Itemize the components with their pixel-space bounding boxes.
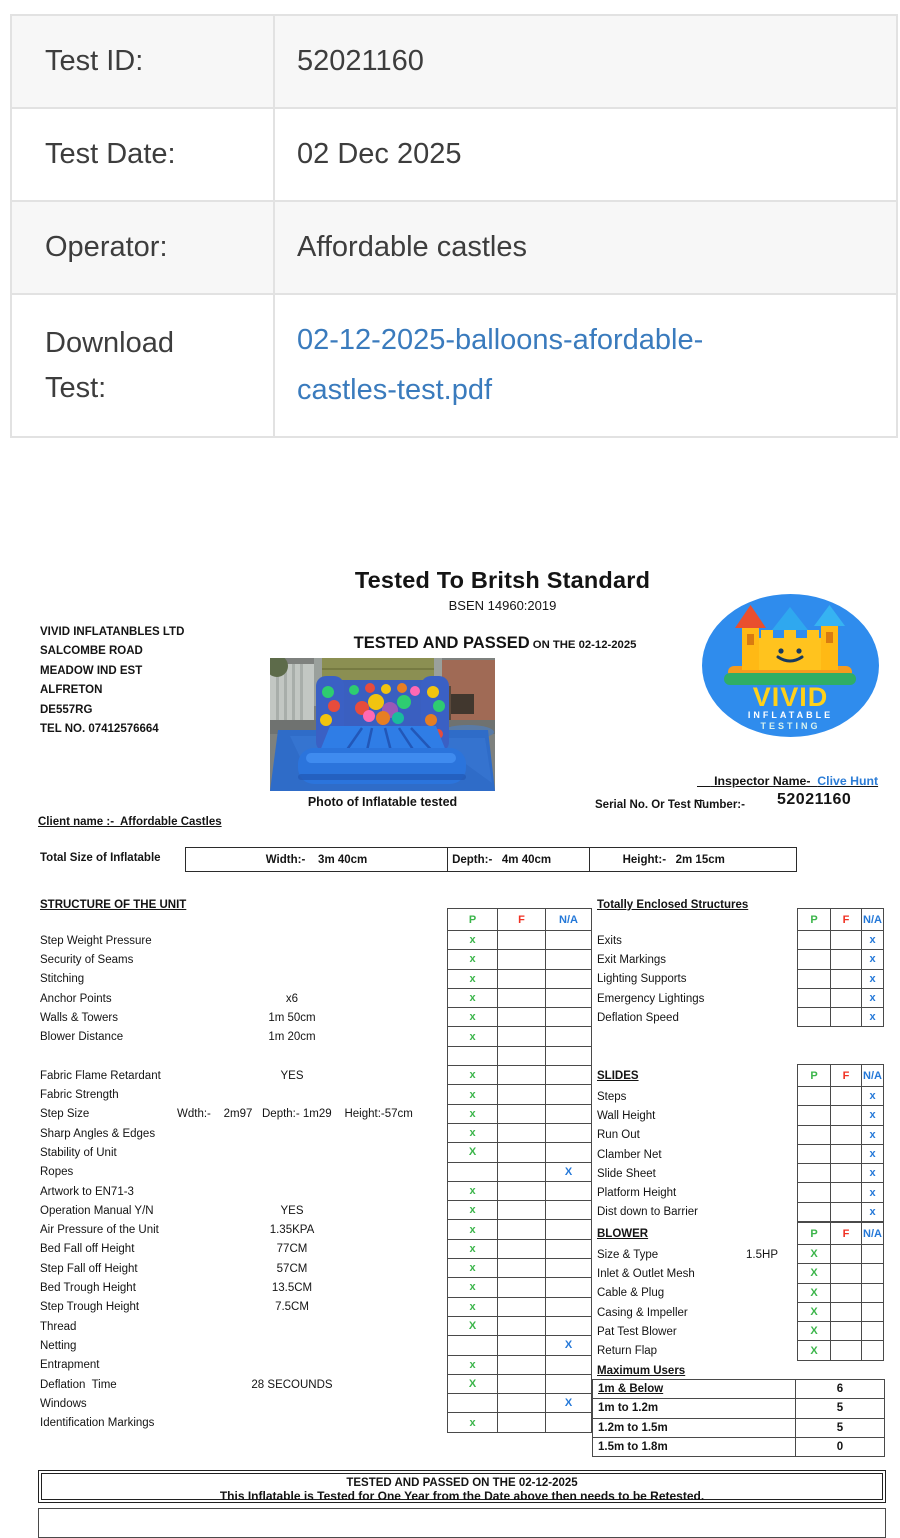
check-row-label: Step Trough Height [40, 1301, 140, 1314]
check-cell [498, 1259, 545, 1277]
check-cell [862, 1284, 883, 1302]
size-width-cell: Width:- 3m 40cm [186, 848, 448, 871]
footer-line-1: TESTED AND PASSED ON THE 02-12-2025 [346, 1477, 578, 1489]
check-cell: x [448, 1240, 497, 1258]
check-cell [831, 1322, 861, 1340]
check-cell: X [798, 1322, 830, 1340]
check-row-label: Security of Seams [40, 953, 134, 966]
check-cell [546, 1047, 591, 1065]
check-cell [798, 1008, 830, 1026]
serial-number-label: Serial No. Or Test Number:- [595, 799, 745, 811]
check-cell [862, 1245, 883, 1263]
check-row-value: Wdth:- 2m97 Depth:- 1m29 Height:-57cm [177, 1108, 413, 1121]
check-row-label: Sharp Angles & Edges [40, 1127, 156, 1140]
check-row-value: YES [280, 1204, 304, 1217]
check-row-label: Dist down to Barrier [597, 1206, 698, 1219]
check-cell: x [448, 1356, 497, 1374]
check-cell: x [862, 989, 883, 1007]
address-line: SALCOMBE ROAD [40, 645, 143, 658]
check-cell: x [448, 950, 497, 968]
check-cell: x [862, 1145, 883, 1163]
check-cell: x [862, 1126, 883, 1144]
check-cell [498, 1240, 545, 1258]
check-col-header: P [448, 909, 497, 930]
table-row [12, 200, 896, 293]
total-size-box [185, 847, 797, 872]
check-row-label: Casing & Impeller [597, 1306, 688, 1319]
check-cell [862, 1322, 883, 1340]
operator-label: Operator: [12, 202, 275, 293]
check-cell [546, 1240, 591, 1258]
check-cell [546, 1413, 591, 1431]
check-col-header: F [498, 909, 545, 930]
test-record-table [10, 14, 898, 438]
check-row-label: Exits [597, 934, 622, 947]
check-row-label: Deflation Speed [597, 1011, 679, 1024]
check-row-label: Deflation Time [40, 1378, 117, 1391]
check-cell: x [448, 1066, 497, 1084]
check-row-label: Return Flap [597, 1345, 658, 1358]
check-row-label: Netting [40, 1339, 77, 1352]
inspector-name-link[interactable]: Clive Hunt [817, 774, 879, 788]
check-cell: x [448, 1182, 497, 1200]
check-cell [498, 1047, 545, 1065]
check-cell: X [546, 1336, 591, 1354]
check-cell [546, 931, 591, 949]
address-line: TEL NO. 07412576664 [40, 723, 159, 736]
max-users-range: 1.5m to 1.8m [593, 1438, 795, 1456]
check-cell [546, 1066, 591, 1084]
check-cell [546, 1182, 591, 1200]
check-cell [546, 1317, 591, 1335]
check-row-value: 77CM [276, 1243, 308, 1256]
check-cell [798, 989, 830, 1007]
check-row-label: Fabric Flame Retardant [40, 1069, 161, 1082]
check-cell [831, 931, 861, 949]
certificate-standard: BSEN 14960:2019 [448, 598, 557, 613]
slides-check-grid [797, 1064, 884, 1222]
check-row-label: Inlet & Outlet Mesh [597, 1267, 695, 1280]
max-users-count: 5 [796, 1419, 884, 1437]
footer-banner [38, 1470, 886, 1503]
footer-frame-partial [38, 1508, 886, 1538]
check-row-value: 7.5CM [275, 1301, 309, 1314]
check-row-label: Ropes [40, 1166, 74, 1179]
address-line: ALFRETON [40, 684, 103, 697]
check-cell [546, 1008, 591, 1026]
check-cell [498, 1201, 545, 1219]
check-row-label: Wall Height [597, 1109, 656, 1122]
check-cell: x [862, 970, 883, 988]
logo-brand-text: VIVID [752, 682, 829, 712]
check-row-label: Entrapment [40, 1359, 100, 1372]
check-cell: x [862, 1203, 883, 1221]
check-cell [546, 1124, 591, 1142]
check-cell [798, 1203, 830, 1221]
check-cell [798, 1145, 830, 1163]
check-cell: x [448, 1413, 497, 1431]
check-row-value: 57CM [276, 1262, 308, 1275]
vivid-testing-logo [702, 594, 879, 737]
check-cell: X [798, 1245, 830, 1263]
check-cell [831, 1183, 861, 1201]
blower-check-grid [797, 1222, 884, 1361]
logo-tagline-1: INFLATABLE [747, 710, 834, 720]
check-cell [798, 1126, 830, 1144]
address-line: MEADOW IND EST [40, 664, 143, 677]
table-row [12, 107, 896, 200]
check-row-label: Emergency Lightings [597, 992, 705, 1005]
check-row-label: Platform Height [597, 1187, 677, 1200]
check-cell: x [448, 1085, 497, 1103]
check-row-value: 13.5CM [271, 1282, 313, 1295]
check-cell [498, 989, 545, 1007]
check-cell [831, 1284, 861, 1302]
check-cell [498, 1124, 545, 1142]
check-col-header: P [798, 1065, 830, 1086]
check-row-label: Blower Distance [40, 1031, 124, 1044]
address-line: DE557RG [40, 703, 93, 716]
blower-heading: BLOWER [597, 1227, 649, 1240]
check-row-label: Slide Sheet [597, 1167, 656, 1180]
check-cell [546, 1356, 591, 1374]
check-cell: x [862, 950, 883, 968]
max-users-table [592, 1379, 885, 1457]
check-cell [498, 1143, 545, 1161]
client-name-line: Client name :- Affordable Castles [38, 816, 222, 828]
footer-line-2: This Inflatable is Tested for One Year from the Date above then needs to be Retested. [219, 1489, 705, 1503]
check-cell [546, 1220, 591, 1238]
check-row-label: Lighting Supports [597, 973, 687, 986]
structure-check-grid [447, 908, 592, 1433]
certificate-title: Tested To Britsh Standard [354, 567, 651, 593]
inspector-name-label: Inspector Name- [710, 774, 818, 788]
size-depth-cell: Depth:- 4m 40cm [448, 848, 590, 871]
check-row-label: Artwork to EN71-3 [40, 1185, 134, 1198]
check-col-header: F [831, 909, 861, 930]
check-cell [862, 1264, 883, 1282]
passed-heading-line [280, 634, 710, 653]
check-cell [498, 1085, 545, 1103]
check-cell [798, 970, 830, 988]
max-users-range: 1m to 1.2m [593, 1399, 795, 1417]
check-cell [831, 1164, 861, 1182]
check-cell: X [798, 1284, 830, 1302]
check-cell [546, 970, 591, 988]
check-cell [798, 1106, 830, 1124]
check-cell: X [798, 1264, 830, 1282]
check-cell [498, 1105, 545, 1123]
passed-heading: TESTED AND PASSED [353, 634, 530, 652]
check-cell: x [862, 1087, 883, 1105]
check-row-label: Bed Fall off Height [40, 1243, 135, 1256]
check-row-label: Stitching [40, 973, 85, 986]
test-date-label: Test Date: [12, 109, 275, 200]
check-cell [798, 1183, 830, 1201]
check-cell: X [798, 1341, 830, 1359]
check-cell [498, 1375, 545, 1393]
check-row-label: Stability of Unit [40, 1146, 117, 1159]
photo-caption: Photo of Inflatable tested [307, 795, 458, 809]
check-cell: x [448, 1201, 497, 1219]
check-col-header: P [798, 1223, 830, 1244]
check-cell [546, 1085, 591, 1103]
check-cell [448, 1336, 497, 1354]
download-test-link[interactable]: 02-12-2025-balloons-afordable-castles-test.pdf [297, 324, 704, 406]
check-cell: x [862, 1106, 883, 1124]
check-cell [831, 1203, 861, 1221]
check-cell [546, 989, 591, 1007]
check-cell: x [448, 989, 497, 1007]
check-cell: X [448, 1375, 497, 1393]
check-cell [831, 1087, 861, 1105]
check-cell [831, 1303, 861, 1321]
check-row-value: 1m 20cm [268, 1031, 316, 1044]
check-col-header: P [798, 909, 830, 930]
check-cell [831, 989, 861, 1007]
company-address [40, 623, 184, 739]
check-cell: x [448, 1124, 497, 1142]
max-users-heading: Maximum Users [597, 1364, 686, 1377]
check-col-header: N/A [862, 1065, 883, 1086]
serial-number-value: 52021160 [777, 791, 852, 808]
check-cell [448, 1047, 497, 1065]
check-cell: x [448, 1298, 497, 1316]
check-row-label: Step Size [40, 1108, 90, 1121]
check-cell: x [448, 1027, 497, 1045]
enclosed-heading: Totally Enclosed Structures [597, 898, 749, 911]
max-users-range: 1m & Below [593, 1380, 795, 1398]
check-cell: x [448, 1008, 497, 1026]
check-cell [831, 1341, 861, 1359]
total-size-label: Total Size of Inflatable [40, 852, 161, 864]
check-row-label: Size & Type [597, 1248, 659, 1261]
operator-value: Affordable castles [297, 231, 527, 263]
check-row-label: Walls & Towers [40, 1011, 118, 1024]
table-row [12, 293, 896, 436]
check-cell [546, 1278, 591, 1296]
check-cell [546, 1298, 591, 1316]
check-cell: x [862, 1008, 883, 1026]
check-cell: X [546, 1394, 591, 1412]
check-cell [798, 950, 830, 968]
test-id-value: 52021160 [297, 45, 424, 77]
check-row-label: Clamber Net [597, 1148, 662, 1161]
check-cell: x [448, 970, 497, 988]
check-cell [831, 1245, 861, 1263]
check-cell [862, 1303, 883, 1321]
check-cell [546, 1259, 591, 1277]
check-row-label: Bed Trough Height [40, 1282, 136, 1295]
check-cell [498, 1163, 545, 1181]
check-cell [498, 1298, 545, 1316]
check-row-label: Windows [40, 1397, 87, 1410]
check-row-label: Step Weight Pressure [40, 934, 152, 947]
check-cell [831, 970, 861, 988]
structure-heading: STRUCTURE OF THE UNIT [40, 898, 187, 911]
check-cell [498, 1182, 545, 1200]
check-cell [498, 1394, 545, 1412]
test-date-value: 02 Dec 2025 [297, 138, 462, 170]
check-cell [546, 1201, 591, 1219]
check-cell: x [448, 1220, 497, 1238]
check-cell [498, 1336, 545, 1354]
check-cell [448, 1394, 497, 1412]
check-cell [546, 950, 591, 968]
check-cell [498, 931, 545, 949]
check-cell [498, 1413, 545, 1431]
check-cell [546, 1027, 591, 1045]
check-row-label: Identification Markings [40, 1417, 155, 1430]
max-users-range: 1.2m to 1.5m [593, 1419, 795, 1437]
check-cell [498, 950, 545, 968]
check-row-label: Air Pressure of the Unit [40, 1224, 159, 1237]
check-cell [498, 1220, 545, 1238]
check-row-label: Pat Test Blower [597, 1325, 677, 1338]
check-cell [831, 950, 861, 968]
check-cell [831, 1126, 861, 1144]
check-cell [498, 1278, 545, 1296]
check-cell [798, 1164, 830, 1182]
check-cell: x [862, 1183, 883, 1201]
check-row-value: 1.5HP [746, 1248, 778, 1261]
check-cell: X [448, 1143, 497, 1161]
check-row-label: Fabric Strength [40, 1089, 119, 1102]
slides-heading: SLIDES [597, 1069, 639, 1082]
passed-date: ON THE 02-12-2025 [529, 639, 637, 651]
check-row-label: Anchor Points [40, 992, 112, 1005]
check-cell [798, 1087, 830, 1105]
check-cell: X [448, 1317, 497, 1335]
check-cell: x [448, 1105, 497, 1123]
check-row-value: x6 [285, 992, 299, 1005]
check-cell [862, 1341, 883, 1359]
check-cell [498, 970, 545, 988]
check-col-header: N/A [546, 909, 591, 930]
check-row-label: Thread [40, 1320, 77, 1333]
logo-tagline-2: TESTING [760, 721, 821, 731]
test-id-label: Test ID: [12, 16, 275, 107]
check-row-label: Steps [597, 1090, 627, 1103]
table-row [12, 16, 896, 107]
download-test-label: Download Test: [12, 295, 275, 436]
check-cell [831, 1145, 861, 1163]
check-cell: X [798, 1303, 830, 1321]
check-cell [831, 1264, 861, 1282]
address-line: VIVID INFLATANBLES LTD [40, 626, 185, 638]
check-cell [498, 1066, 545, 1084]
check-cell [498, 1027, 545, 1045]
check-row-label: Exit Markings [597, 953, 667, 966]
check-row-label: Run Out [597, 1129, 640, 1142]
check-cell: x [862, 1164, 883, 1182]
check-row-value: 1m 50cm [268, 1011, 316, 1024]
enclosed-check-grid [797, 908, 884, 1027]
check-cell: x [448, 1259, 497, 1277]
check-cell: X [546, 1163, 591, 1181]
check-cell [448, 1163, 497, 1181]
max-users-count: 0 [796, 1438, 884, 1456]
check-row-label: Cable & Plug [597, 1287, 665, 1300]
check-row-value: 1.35KPA [269, 1224, 315, 1237]
check-col-header: F [831, 1065, 861, 1086]
check-row-value: YES [280, 1069, 304, 1082]
inflatable-photo [270, 658, 495, 791]
check-cell [546, 1143, 591, 1161]
certificate-page [0, 560, 900, 1519]
max-users-count: 6 [796, 1380, 884, 1398]
check-row-label: Operation Manual Y/N [40, 1204, 154, 1217]
check-cell [831, 1008, 861, 1026]
check-cell: x [862, 931, 883, 949]
check-cell: x [448, 931, 497, 949]
check-cell [498, 1317, 545, 1335]
check-col-header: N/A [862, 1223, 883, 1244]
check-cell [546, 1105, 591, 1123]
check-row-label: Step Fall off Height [40, 1262, 138, 1275]
check-cell [831, 1106, 861, 1124]
check-cell [546, 1375, 591, 1393]
check-col-header: N/A [862, 909, 883, 930]
check-col-header: F [831, 1223, 861, 1244]
check-row-value: 28 SECOUNDS [251, 1378, 333, 1391]
check-cell: x [448, 1278, 497, 1296]
check-cell [498, 1008, 545, 1026]
size-height-cell: Height:- 2m 15cm [622, 853, 725, 866]
check-cell [498, 1356, 545, 1374]
check-cell [798, 931, 830, 949]
max-users-count: 5 [796, 1399, 884, 1417]
